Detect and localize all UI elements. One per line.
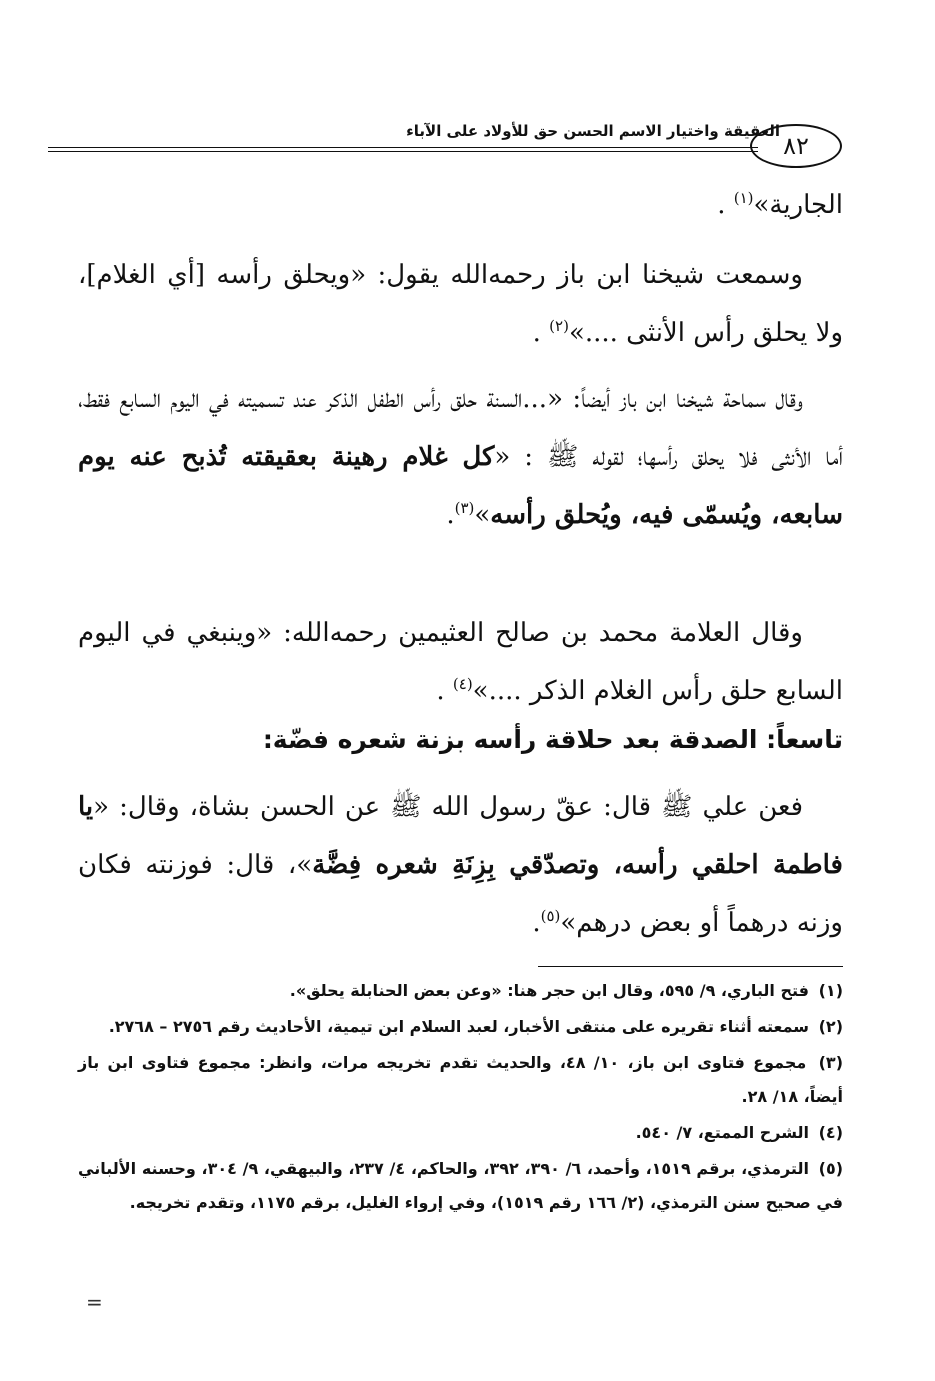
footnote-4: [78, 1116, 843, 1150]
paragraph-3-intro: وقال سماحة شيخنا ابن باز أيضاً: «...السنة حلق رأس الطفل الذكر عند تسميته في اليوم السابع فقط، أما الأنثى فلا يحلق رأسها؛ لقوله ﷺ : «: [78, 384, 844, 472]
footnote-number: (٤): [818, 1123, 843, 1142]
paragraph-4: [78, 604, 843, 720]
footnote-3: [78, 1046, 843, 1114]
footnote-ref-3: (٣): [454, 499, 475, 517]
footnote-2: [78, 1010, 843, 1044]
paragraph-5: [78, 778, 843, 952]
paragraph-5-middle: »، قال: فوزنته فكان وزنه درهماً أو بعض درهم»: [78, 850, 843, 938]
continuation-mark: =: [86, 1290, 103, 1314]
header-rule: [48, 147, 758, 152]
section-heading: تاسعاً: الصدقة بعد حلاقة رأسه بزنة شعره فضّة:: [262, 725, 843, 754]
paragraph-3-hadith: كل غلام رهينة بعقيقته تُذبح عنه يوم سابعه، ويُسمّى فيه، ويُحلق رأسه: [78, 442, 843, 530]
footnote-text: الترمذي، برقم ١٥١٩، وأحمد، ٦/ ٣٩٠، ٣٩٢، والحاكم، ٤/ ٢٣٧، والبيهقي، ٩/ ٣٠٤، وحسنه الألباني في صحيح سنن الترمذي، (٢/ ١٦٦ رقم ١٥١٩)، وفي إرواء الغليل، برقم ١١٧٥، وتقدم تخريجه.: [78, 1159, 843, 1212]
footnote-5: [78, 1152, 843, 1220]
paragraph-3: [78, 370, 843, 544]
paragraph-1-tail: .: [717, 190, 734, 220]
paragraph-2-text: وسمعت شيخنا ابن باز رحمه‌الله يقول: «ويحلق رأسه [أي الغلام]، ولا يحلق رأس الأنثى ....»: [78, 260, 843, 348]
paragraph-2-tail: .: [532, 318, 550, 348]
paragraph-3-tail: .: [446, 500, 455, 530]
footnote-ref-4: (٤): [452, 675, 473, 693]
footnote-number: (٥): [818, 1159, 844, 1178]
paragraph-4-text: وقال العلامة محمد بن صالح العثيمين رحمه‌الله: «وينبغي في اليوم السابع حلق رأس الغلام الذكر ....»: [78, 618, 843, 706]
footnote-ref-1: (١): [733, 189, 754, 207]
paragraph-2: [78, 246, 843, 362]
paragraph-5-hadith: يا فاطمة احلقي رأسه، وتصدّقي بِزِنَةِ شعره فِضَّة: [78, 792, 843, 880]
footnote-text: سمعته أثناء تقريره على منتقى الأخبار، لعبد السلام ابن تيمية، الأحاديث رقم ٢٧٥٦ – ٢٧٦٨.: [108, 1017, 810, 1036]
paragraph-5-tail: .: [532, 908, 541, 938]
footnotes: [78, 974, 843, 1222]
footnote-ref-5: (٥): [540, 907, 561, 925]
footnote-number: (١): [818, 981, 843, 1000]
paragraph-1: [78, 176, 843, 234]
footnote-number: (٣): [818, 1053, 843, 1072]
running-header-title: العقيقة واختيار الاسم الحسن حق للأولاد على الآباء: [406, 122, 780, 140]
footnote-text: الشرح الممتع، ٧/ ٥٤٠.: [635, 1123, 810, 1142]
paragraph-4-tail: .: [436, 676, 453, 706]
footnote-text: فتح الباري، ٩/ ٥٩٥، وقال ابن حجر هنا: «وعن بعض الحنابلة يحلق».: [289, 981, 810, 1000]
paragraph-1-text: الجارية»: [753, 190, 843, 220]
footnote-text: مجموع فتاوى ابن باز، ١٠/ ٤٨، والحديث تقدم تخريجه مرات، وانظر: مجموع فتاوى ابن باز أيضاً، ١٨/ ٢٨.: [78, 1053, 843, 1106]
footnote-1: [78, 974, 843, 1008]
footnote-ref-2: (٢): [549, 317, 569, 335]
page-number: ٨٢: [750, 124, 842, 168]
paragraph-5-intro: فعن علي ﷺ قال: عقّ رسول الله ﷺ عن الحسن بشاة، وقال: «: [93, 792, 803, 822]
footnote-number: (٢): [818, 1017, 843, 1036]
footnote-rule: [538, 966, 843, 967]
paragraph-3-close: »: [474, 500, 491, 530]
